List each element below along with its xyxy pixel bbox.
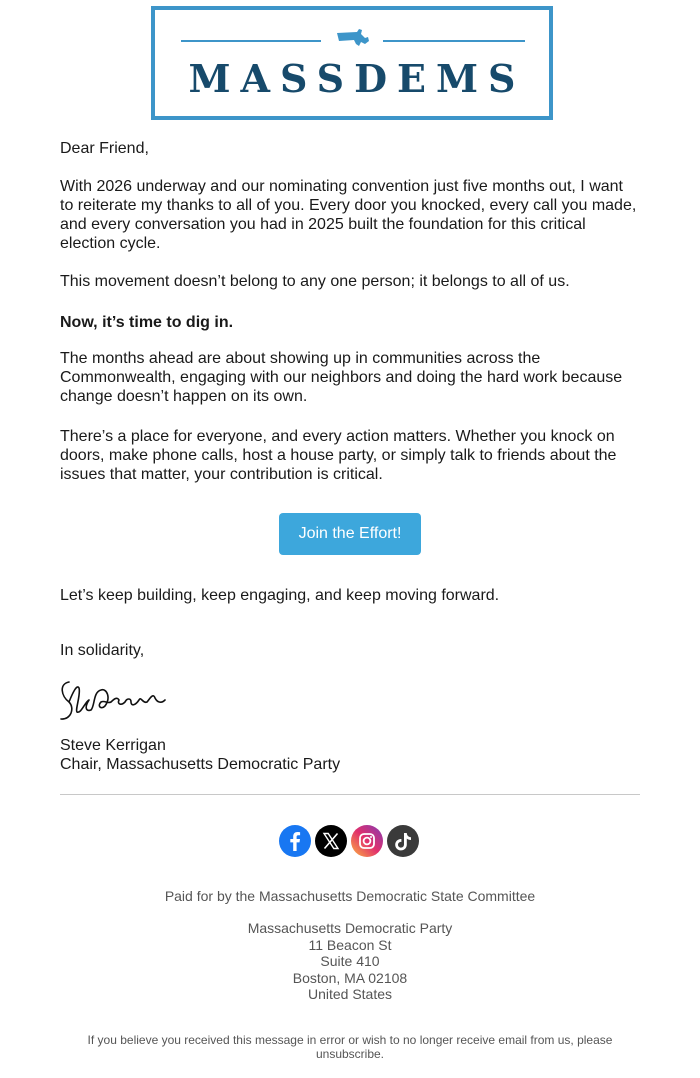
x-icon[interactable] bbox=[315, 825, 347, 857]
logo-wordmark: MASSDEMS bbox=[188, 56, 526, 101]
signer-title: Chair, Massachusetts Democratic Party bbox=[60, 756, 341, 773]
signature-image bbox=[55, 672, 175, 727]
closing-line: Let’s keep building, keep engaging, and keep moving forward. bbox=[60, 587, 500, 604]
headline: Now, it’s time to dig in. bbox=[60, 314, 234, 331]
address-line: Boston, MA 02108 bbox=[292, 969, 408, 986]
instagram-icon[interactable] bbox=[351, 825, 383, 857]
paid-for-disclaimer: Paid for by the Massachusetts Democratic State Committee bbox=[164, 888, 536, 904]
paragraph-4: There’s a place for everyone, and every action matters. Whether you knock on doors, make phone calls, host a house party, or simply talk to friends about the issues that matter, your contribution is critical. bbox=[60, 428, 617, 483]
logo-rule-right bbox=[383, 40, 525, 42]
address-line: 11 Beacon St bbox=[308, 936, 392, 953]
logo-rule-left bbox=[181, 40, 321, 42]
address-line: United States bbox=[307, 986, 393, 1002]
massachusetts-state-icon bbox=[335, 27, 371, 51]
signoff: In solidarity, bbox=[60, 642, 145, 659]
mailing-address bbox=[60, 920, 640, 1003]
footer-divider bbox=[60, 794, 640, 795]
address-line: Massachusetts Democratic Party bbox=[247, 920, 453, 936]
paragraph-1: With 2026 underway and our nominating convention just five months out, I want to reiterate my thanks to all of you. Every door you knocked, every call you made, and every conversation you had in 2025 built the foundation for this critical election cycle. bbox=[60, 178, 637, 252]
join-the-effort-button[interactable]: Join the Effort! bbox=[279, 513, 421, 555]
massdems-logo bbox=[151, 6, 553, 120]
facebook-icon[interactable] bbox=[279, 825, 311, 857]
paragraph-2: This movement doesn’t belong to any one person; it belongs to all of us. bbox=[60, 273, 570, 290]
unsubscribe-notice[interactable]: If you believe you received this message in error or wish to no longer receive email from us, please unsubscribe. bbox=[87, 1033, 613, 1061]
social-links bbox=[279, 825, 421, 859]
address-line: Suite 410 bbox=[320, 953, 380, 969]
greeting: Dear Friend, bbox=[60, 140, 149, 157]
tiktok-icon[interactable] bbox=[387, 825, 419, 857]
signer-name: Steve Kerrigan bbox=[60, 737, 166, 754]
paragraph-3: The months ahead are about showing up in communities across the Commonwealth, engaging with our neighbors and doing the hard work because change doesn’t happen on its own. bbox=[60, 350, 623, 405]
